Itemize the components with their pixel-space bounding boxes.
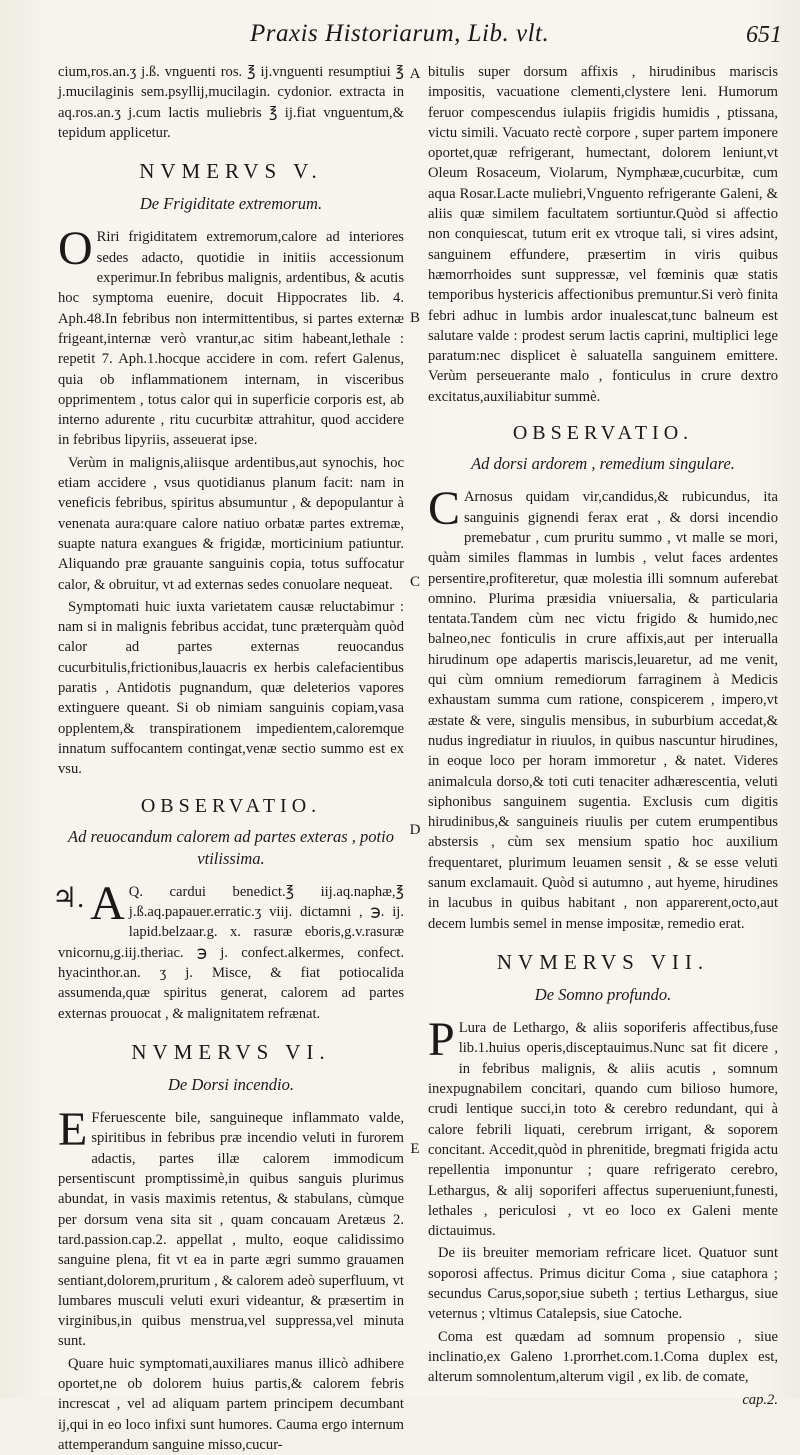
numerus-vii-heading: NVMERVS VII. bbox=[496, 949, 710, 974]
right-column bbox=[428, 62, 778, 1408]
dropcap-a: A bbox=[90, 876, 125, 930]
dropcap-c: C bbox=[428, 482, 461, 536]
margin-letter-a: A bbox=[409, 66, 421, 82]
catchword: cap.2. bbox=[742, 1391, 778, 1408]
margin-letter-c: C bbox=[409, 574, 420, 590]
left-column bbox=[52, 62, 404, 1453]
margin-letter-b: B bbox=[409, 310, 420, 326]
observatio-case: C Arnosus quidam vir,candidus,& rubicundus, ita sanguinis gignendi ferax erat , & dorsi incendio premebatur , cum pruritu summo , vt malle se mori, quàm similes flammas in lumbis , velut faces ardentes persentire,profiteretur, quæ molestia illi somnum auferebat omnino. Plurima præsidia vniuersalia, & particularia tentata.Tandem cùm nec victu frigido & humido,nec balneo,nec fonticulis in crure affixis,aut per interualla hirudinum ope adapertis mariscis,leuaretur, ad me venit, qui cùm omnium remediorum farraginem à Medicis exhaustam summa cum ratione, conspicerem , impero,vt æstate & vere, singulis mensibus, in suburbium accedat,& nudus ingrediatur in riuulos, in quibus nascuntur hirudines, in eoque loco per horam immoretur , & natet. Videres animalcula dorso,& toti cuti tenaciter adhærescentia, veluti siphonibus sanguinem sugentia. Exclusis cum digitis hirudinibus,& sanguineis riuulis per cutem erumpentibus abstersis , cùm sex mensium spatio hoc auxilium frequentaret, plurimum leuamen sensit , & se esse veluti sanum exclamauit. Quòd si autumno , aut hyeme, hirudines in lacubus in quibus habitant , non apparerent,octo,aut decem lumbis semel in mense impositæ, remedio erat. bbox=[428, 482, 778, 932]
dropcap-p: P bbox=[428, 1013, 455, 1067]
numerus-v-paragraph-1: O Riri frigiditatem extremorum,calore ad interiores sedes adacto, quotidie in initiis accessionum experimur.In febribus malignis, ardentibus, & acutis hoc symptoma euenire, docuit Hippocrates lib. 4. Aph.48.In febribus non intermittentibus, si partes externæ frigeant,internæ verò vrantur,ac sitim habeant,lethale : repetit 7. Aph.1.hocque accidere in com. refert Galenus, quia ob inflammationem internam, in visceribus opprimentem , totus calor qui in superficie corporis est, ab interno adurente , ritu cucurbitæ attrahitur, quod accidere in febribus lipyriis, asseuerat ipse. bbox=[58, 222, 404, 449]
numerus-vii-paragraph-1: P Lura de Lethargo, & aliis soporiferis affectibus,fuse lib.1.huius operis,disceptauimus.Nunc sat fit dicere , in febribus malignis, & aliis acutis , somnum inexpugnabilem concitari, quando cum bilioso humore, crudi lentique succi,in toto & cerebro redundant, qui à calore febrili liquati, cerebrum irrigant, & soporem concitant. Accedit,quòd in phrenitide, bregmati frigida actu repellentia imponuntur ; quare refrigerato cerebro, Lethargus, & alij soporiferi affectus superueniunt,funesti, lethales , periculosi , vt eo loco ex Galeni mente dictauimus. bbox=[428, 1013, 778, 1240]
dropcap-o: O bbox=[58, 222, 93, 276]
observatio-title-right: Ad dorsi ardorem , remedium singulare. bbox=[471, 454, 735, 474]
observatio-heading-left: OBSERVATIO. bbox=[140, 794, 322, 817]
numerus-v-heading: NVMERVS V. bbox=[139, 159, 323, 184]
numerus-v-paragraph-2: Verùm in malignis,aliisque ardentibus,aut synochis, hoc etiam accidere , vsus quotidianus planum facit: nam in veneficis febribus, spiritus absumuntur , & depopulantur à venenata aura:quare calore natiuo orbatæ partes extremæ, suapte natura exangues & frigidæ, morticinium patiuntur. Aliquando præ grauante sanguinis copia, totus suffocatur calor, & obruitur, vt ad externas sedes conuolare nequeat. bbox=[58, 454, 404, 593]
observatio-heading-right: OBSERVATIO. bbox=[512, 422, 694, 445]
numerus-vii-title: De Somno profundo. bbox=[534, 985, 672, 1005]
page-number: 651 bbox=[746, 22, 782, 48]
recipe-continuation: cium,ros.an.ʒ j.ß. vnguenti ros. ℥ ij.vnguenti resumptiui ℥ j.mucilaginis sem.psyllij,mucilagin. cydonior. extracta in aq.ros.an.ʒ j.cum lactis muliebris ℥ ij.fiat vnguentum,& tepidum applicetur. bbox=[58, 64, 404, 141]
numerus-vi-paragraph-2: Quare huic symptomati,auxiliares manus illicò adhibere oportet,ne ob dolorem huius partis,& calorem febris increscat , vel ad aliquam partem principem decumbant ij,qui in eo loco infixi sunt humores. Cauma ergo internum attemperandum sanguine misso,cucur- bbox=[58, 1355, 404, 1453]
numerus-vii-paragraph-2: De iis breuiter memoriam refricare licet. Quatuor sunt soporosi affectus. Primus dicitur Coma , siue cataphora ; secundus Carus,sopor,siue subeth ; tertius Lethargus, siue veternus ; vltimus Catalepsis, siue Catoche. bbox=[428, 1245, 778, 1323]
observatio-recipe: ♃. A Q. cardui benedict.℥ iij.aq.naphæ,℥ j.ß.aq.papauer.erratic.ʒ viij. dictamni , ℈. ij. lapid.belzaar.g. x. rasuræ eboris,g.v.rasuræ vnicornu,g.iij.theriac. ℈ j. confect.alkermes, confect. hyacinthor.an. ʒ j. Misce, & fiat potiocalida assumenda,quæ spiritus generat, calorem ad partes externas prouocat , & malignitatem refrænat. bbox=[52, 876, 404, 1022]
numerus-vi-title: De Dorsi incendio. bbox=[167, 1075, 295, 1095]
rx-symbol-icon: ♃. bbox=[52, 882, 85, 914]
margin-letter-e: E bbox=[410, 1141, 420, 1157]
dropcap-e: E bbox=[58, 1103, 88, 1157]
numerus-vi-paragraph-1: E Fferuescente bile, sanguineque inflammato valde, spiritibus in febribus præ incendio veluti in furorem adactis, partes illæ calorem immodicum persentiscunt promptissimè,in quibus sanguis plurimus abundat, in vasis maximis retentus, & stabulans, cùmque per dorsum vena sita sit , quam concauam Aretæus 2. tard.passion.cap.2. appellat , multo, eoque calidissimo sanguine plena, fit vt ea in parte ægri summo grauamen sentiant,dolorem,pruritum , & calorem adeò superfluum, vt lumbares musculi veluti exuri videantur, & præsertim in virginibus,in quibus menstrua,vel suppressa,vel minuta sunt. bbox=[58, 1103, 404, 1350]
numerus-v-paragraph-3: Symptomati huic iuxta varietatem causæ reluctabimur : nam si in malignis febribus accidat, tunc præterquàm quòd calor ad partes externas reuocandus cucurbitulis,frictionibus,lauacris ex herbis calefacientibus paratis , Antidotis pugnandum, quæ deleterios vapores extinguere queant. Si ob nimiam sanguinis copiam,vasa opplentem,& transpirationem impedientem,caloremque innatum suffocantem contingat,venæ sectio summo est ex vsu. bbox=[58, 598, 404, 778]
margin-letter-d: D bbox=[409, 822, 421, 838]
numerus-vi-heading: NVMERVS VI. bbox=[131, 1039, 331, 1064]
running-title: Praxis Historiarum, Lib. vlt. bbox=[250, 20, 550, 47]
numerus-vii-paragraph-3: Coma est quædam ad somnum propensio , siue inclinatio,ex Galeno 1.prorrhet.com.1.Coma duplex est, alterum somnolentum,alterum vigil , ex lib. de comate, bbox=[428, 1328, 778, 1386]
observatio-title-left: Ad reuocandum calorem ad partes exteras , potio vtilissima. bbox=[68, 826, 394, 868]
numerus-v-title: De Frigiditate extremorum. bbox=[139, 194, 323, 214]
numerus-vi-continuation: bitulis super dorsum affixis , hirudinibus mariscis impositis, vacuatione clementi,clystere leni. Humorum feruor compescendus iulapiis frigidis humidis , ptissana, victu simili. Vacuato rectè corpore , super partem imponere oportet,quæ refrigerant, humectant, dolorem leniunt,vt Oleum Rosaceum, Violarum, Nymphææ,cucurbitæ, cum aqua Rosar.Lacte muliebri,Vnguento refrigerante Galeni, & aliis quæ similem facultatem sortiuntur.Quòd si affectio non conquiescat, tutum erit ex vtroque tali, si vires adsint, sanguinem effundere, præsertim in viris quibus hæmorrhoides sunt suppressæ, vel fœminis quæ statis temporibus hystericis affectionibus premuntur.Si verò finita febri adhuc in lumbis ardor inualescat,tunc balneum est salutare valde : prodest serum lactis caprini, multiplici lege paratum:nec displicet è saluatella sanguinem emittere. Verùm perseuerante malo , fonticulus in crure dextro excitatus,auxiliabitur summè. bbox=[428, 64, 778, 405]
